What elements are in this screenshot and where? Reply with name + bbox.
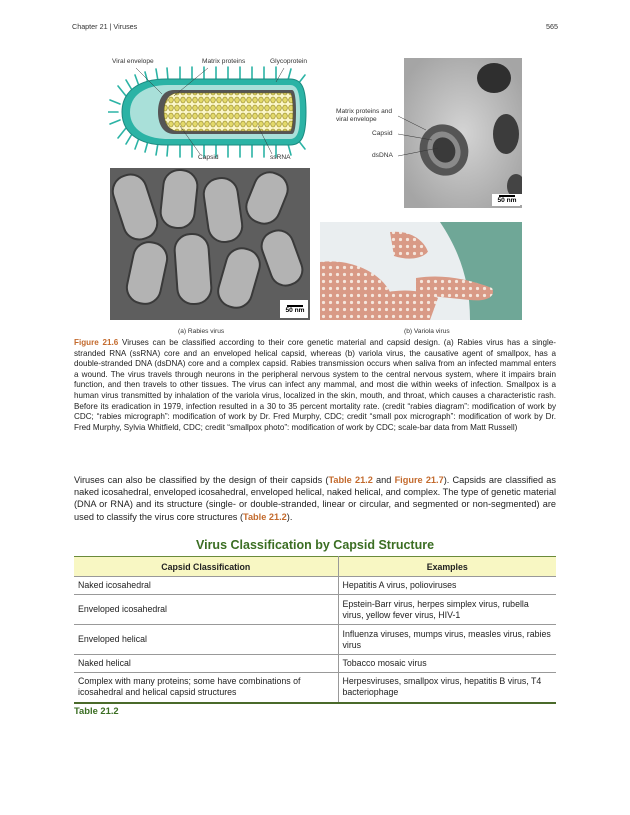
page-header <box>72 22 558 36</box>
table-row <box>74 595 556 625</box>
table-cell: Hepatitis A virus, polioviruses <box>338 577 556 595</box>
body-paragraph <box>74 474 556 523</box>
label-capsid-micrograph: Capsid <box>372 130 393 137</box>
label-matrix-envelope: Matrix proteins and viral envelope <box>336 108 393 123</box>
table-row <box>74 625 556 655</box>
table-ref-link-2[interactable]: Table 21.2 <box>243 511 287 522</box>
label-glycoprotein: Glycoprotein <box>270 58 308 65</box>
figure-label: Figure 21.6 <box>74 338 119 347</box>
paragraph-text-2: and <box>372 475 395 485</box>
rabies-micrograph <box>110 168 310 320</box>
table-ref-link[interactable]: Table 21.2 <box>328 475 373 485</box>
table-cell: Complex with many proteins; some have combinations of icosahedral and helical capsid structures <box>74 673 338 703</box>
table-header-row <box>74 557 556 577</box>
figure-ref-link[interactable]: Figure 21.7 <box>394 475 444 485</box>
table-title: Virus Classification by Capsid Structure <box>195 538 435 552</box>
column-header-capsid: Capsid Classification <box>74 557 338 577</box>
figure-caption <box>74 338 556 433</box>
table-cell: Naked icosahedral <box>74 577 338 595</box>
label-ssrna: ssRNA <box>270 154 291 161</box>
figure-21-6 <box>108 48 522 338</box>
table-row <box>74 655 556 673</box>
rabies-scale-bar <box>282 304 308 315</box>
paragraph-text-1: Viruses can also be classified by the design of their capsids ( <box>74 475 329 485</box>
capsid-core-shape <box>164 93 293 131</box>
label-dsdna: dsDNA <box>372 152 393 159</box>
capsid-classification-table <box>74 556 556 704</box>
table-cell: Influenza viruses, mumps virus, measles virus, rabies virus <box>338 625 556 655</box>
chapter-title: Chapter 21 | Viruses <box>72 22 138 31</box>
scale-bar-label: 50 nm <box>497 197 517 204</box>
paragraph-text-3: ). Capsids are classified as naked icosahedral, enveloped icosahedral, enveloped helical, naked helical, and complex. The type of genetic material (DNA or RNA) and its structure (single- or double-stranded, linear or circular, and segmented or non-segmented) are used to classify the virus core structures ( <box>74 475 557 522</box>
table-label: Table 21.2 <box>74 705 119 716</box>
variola-scale-bar <box>492 194 522 205</box>
table-cell: Tobacco mosaic virus <box>338 655 556 673</box>
table-cell: Epstein-Barr virus, herpes simplex virus, rubella virus, yellow fever virus, HIV-1 <box>338 595 556 625</box>
smallpox-photo-graphic <box>320 222 522 320</box>
panel-caption-b: (b) Variola virus <box>404 328 450 335</box>
figure-caption-text: Viruses can be classified according to their core genetic material and capsid design. (a) Rabies virus has a single-stranded RNA (ssRNA) core and an enveloped helical capsid, whereas (b) variola virus, the causative agent of smallpox, has a double-stranded DNA (dsDNA) core and a complex capsid. Rabies transmission occurs when saliva from an infected mammal enters a wound. The virus travels through neurons in the peripheral nervous system to the central nervous system, where it impairs brain function, and then travels to other tissues. The virus can infect any mammal, and most die within weeks of infection. Smallpox is a human virus transmitted by inhalation of the variola virus, localized in the skin, mouth, and throat, which causes a characteristic rash. Before its eradication in 1979, infection resulted in a 30 to 35 percent mortality rate. (credit “rabies diagram”: modification of work by CDC; “rabies micrograph”: modification of work by Dr. Fred Murphy, CDC; credit “small pox micrograph”: modification of work by Dr. Fred Murphy, Sylvia Whitfield, CDC; credit “smallpox photo”: modification of work by CDC; scale-bar data from Matt Russell) <box>74 338 557 432</box>
smallpox-photo <box>320 222 522 320</box>
table-row <box>74 673 556 703</box>
paragraph-text-4: ). <box>286 511 293 522</box>
column-header-examples: Examples <box>338 557 556 577</box>
scale-bar-label: 50 nm <box>285 307 305 314</box>
table-row <box>74 577 556 595</box>
label-capsid: Capsid <box>198 154 219 161</box>
table-cell: Enveloped icosahedral <box>74 595 338 625</box>
rabies-micrograph-graphic <box>110 168 310 320</box>
page-number: 565 <box>546 22 558 31</box>
label-viral-envelope: Viral envelope <box>112 58 154 65</box>
table-cell: Herpesviruses, smallpox virus, hepatitis B virus, T4 bacteriophage <box>338 673 556 703</box>
table-cell: Enveloped helical <box>74 625 338 655</box>
label-matrix-proteins: Matrix proteins <box>202 58 246 65</box>
panel-caption-a: (a) Rabies virus <box>178 328 225 335</box>
micrograph-leader-lines <box>398 114 468 160</box>
table-cell: Naked helical <box>74 655 338 673</box>
